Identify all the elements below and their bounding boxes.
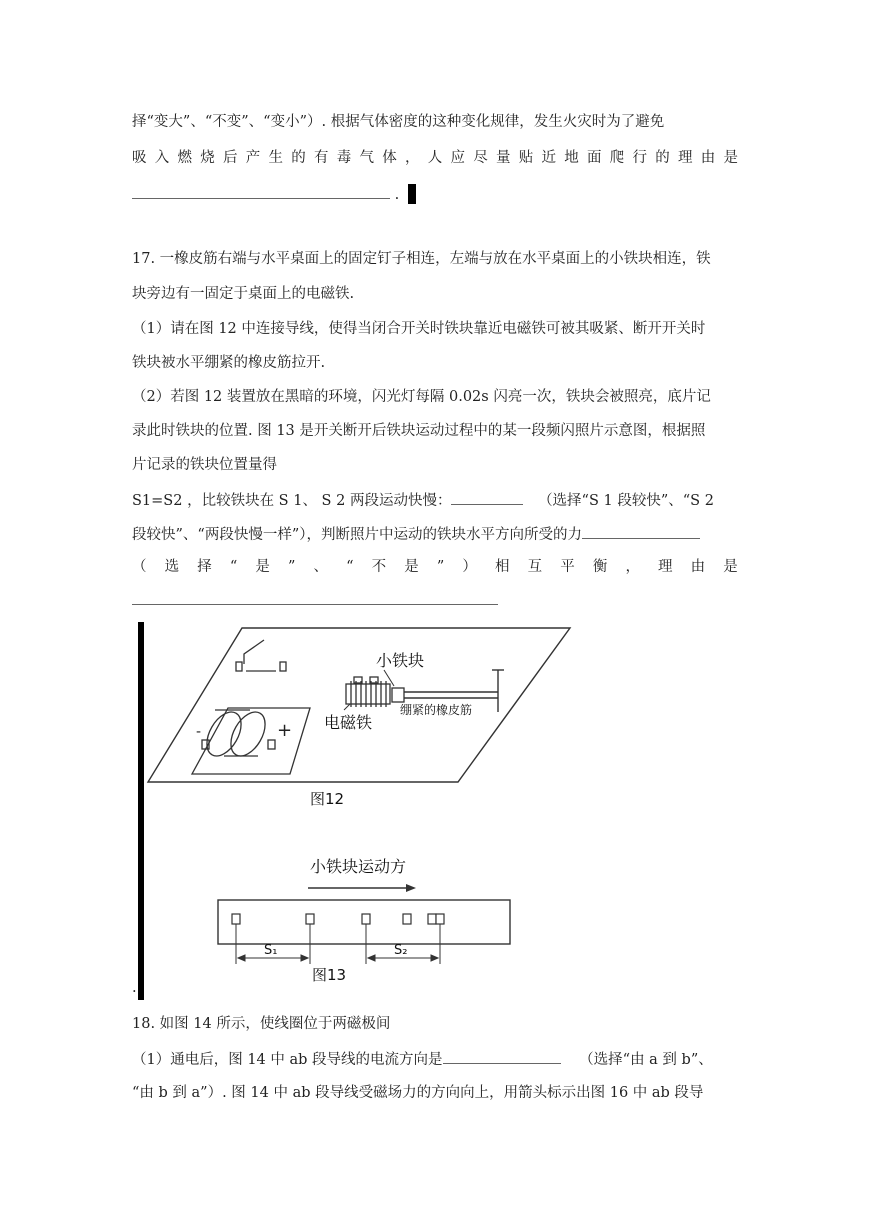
answer-blank[interactable] [443,1049,561,1064]
p16_line2_chars-char: 人 [427,150,443,166]
q17-s-line1 [132,490,714,511]
q17-part1-line1: （1）请在图 12 中连接导线，使得当闭合开关时铁块靠近电磁铁可被其吸紧、断开开关时 [132,321,706,337]
q18-part1-line2: “由 b 到 a”）. 图 14 中 ab 段导线受磁场力的方向向上，用箭头标示出图 16 中 ab 段导 [132,1085,704,1101]
p16_line2_chars-char: ， [405,150,420,166]
motion-arrow-head [406,884,416,892]
p16_line2_chars-char: 理 [678,150,693,166]
figure-12-caption: 图12 [310,790,345,808]
p16_line2_chars-char: 应 [450,150,465,166]
q17-s-line4 [132,590,498,611]
q18-text-line1: 18. 如图 14 所示，使线圈位于两磁极间 [132,1016,391,1032]
p16_line2_chars-char: 后 [223,150,238,166]
q17_s_line3_chars-char: 由 [690,559,706,575]
q18-p1-text-a: （1）通电后，图 14 中 ab 段导线的电流方向是 [132,1052,443,1068]
p16_line2_chars-char: 的 [291,150,306,166]
p16_line2_chars-char: 行 [632,150,647,166]
table-board [148,628,570,782]
answer-blank[interactable] [451,490,523,505]
iron-block-label: 小铁块 [376,651,425,670]
figure-left-bar [138,622,144,1000]
q17_s_line3_chars-char: 择 [197,559,212,575]
q17-s-line2 [132,524,700,545]
p16_line2_chars-char: 量 [496,150,511,166]
q17_s_line3_chars-char: 选 [164,559,180,575]
p16_line2_chars-char: 地 [564,150,579,166]
q17_s_line3_chars-char: “ [346,559,354,575]
q17-s-text-a: S1=S2 ，比较铁块在 S 1、 S 2 两段运动快慢： [132,493,452,509]
q18-p1-text-b: （选择“由 a 到 b”、 [579,1052,713,1068]
figure-svg [132,618,592,1002]
q16-text-line1: 择“变大”、“不变”、“变小”）. 根据气体密度的这种变化规律，发生火灾时为了避免 [132,114,665,130]
answer-blank[interactable] [132,590,498,605]
s2-label: S₂ [394,943,408,958]
figure-12-13 [132,618,592,1002]
magnet-pointer [344,704,350,710]
battery-icon [192,706,310,774]
p16_line2_chars-char: 燃 [177,150,192,166]
p16_line2_chars-char: 生 [268,150,283,166]
q17_s_line3_chars-char: ） [462,559,477,575]
q17_s_line3_chars-char: 互 [527,559,543,575]
q17_s_line3_chars-char: 、 [313,559,328,575]
q17_s_line3_chars-char: 是 [404,559,419,575]
q17-part2-line3: 片记录的铁块位置量得 [132,457,277,473]
q17-part1-line2: 铁块被水平绷紧的橡皮筋拉开. [132,355,326,371]
figure-dot: . [132,980,137,996]
q17_s_line3_chars-char: 是 [723,559,738,575]
q17-s-line3 [132,557,738,577]
answer-blank[interactable] [582,524,700,539]
q17_s_line3_chars-char: （ [132,559,147,575]
p16_line2_chars-char: 近 [541,150,556,166]
p16_line2_chars-char: 吸 [132,150,147,166]
p16_line2_chars-char: 毒 [336,150,352,166]
motion-label: 小铁块运动方 [310,857,407,876]
answer-blank[interactable] [132,184,390,199]
p16_line2_chars-char: 入 [154,150,170,166]
electromagnet-label: 电磁铁 [324,713,373,732]
p16_line2_chars-char: 尽 [473,150,488,166]
q16-text-line2 [132,148,738,168]
minus-label: - [196,724,202,740]
q17-text-line1: 17. 一橡皮筋右端与水平桌面上的固定钉子相连，左端与放在水平桌面上的小铁块相连，铁 [132,251,711,267]
p16_line2_chars-char: 贴 [518,150,534,166]
q17_s_line3_chars-char: 是 [255,559,270,575]
p16_line2_chars-char: 爬 [609,150,625,166]
iron-block [392,688,404,702]
p16_line2_chars-char: 烧 [200,150,215,166]
q17_s_line3_chars-char: 相 [495,559,510,575]
iron-positions [232,914,444,924]
p16_line2_chars-char: 有 [314,150,329,166]
plus-label: + [277,720,293,741]
q17-part2-line1: （2）若图 12 装置放在黑暗的环境，闪光灯每隔 0.02s 闪亮一次，铁块会被照亮，底片记 [132,389,711,405]
q17_s_line3_chars-char: 平 [560,559,575,575]
q18-part1-line1 [132,1049,713,1070]
electromagnet-icon [346,677,390,707]
q17_s_line3_chars-char: ” [436,559,445,575]
q17_s_line3_chars-char: 理 [658,559,673,575]
p16_line2_chars-char: 气 [359,150,374,166]
q17-s2-text: 段较快”、“两段快慢一样”），判断照片中运动的铁块水平方向所受的力 [132,527,582,543]
p16_line2_chars-char: 体 [382,150,397,166]
p16_line2_chars-char: 产 [245,150,261,166]
p16_line2_chars-char: 是 [723,150,738,166]
period: . [394,187,400,203]
q17-s-text-b: （选择“S 1 段较快”、“S 2 [538,493,714,509]
p16_line2_chars-char: 由 [700,150,716,166]
rubber-band-label: 绷紧的橡皮筋 [400,703,473,717]
p16_line2_chars-char: 面 [587,150,602,166]
figure-13-caption: 图13 [312,966,347,984]
q16-text-line3 [132,184,416,205]
q17_s_line3_chars-char: 衡 [592,559,608,575]
q17_s_line3_chars-char: 不 [371,559,387,575]
q17_s_line3_chars-char: “ [229,559,238,575]
switch-icon [236,640,286,671]
q17_s_line3_chars-char: ， [625,559,640,575]
p16_line2_chars-char: 的 [655,150,670,166]
q17_s_line3_chars-char: ” [287,559,296,575]
q17-part2-line2: 录此时铁块的位置. 图 13 是开关断开后铁块运动过程中的某一段频闪照片示意图，根据照 [132,423,706,439]
s1-label: S₁ [264,943,278,958]
q17-text-line2: 块旁边有一固定于桌面上的电磁铁. [132,286,355,302]
text-cursor [408,184,416,204]
